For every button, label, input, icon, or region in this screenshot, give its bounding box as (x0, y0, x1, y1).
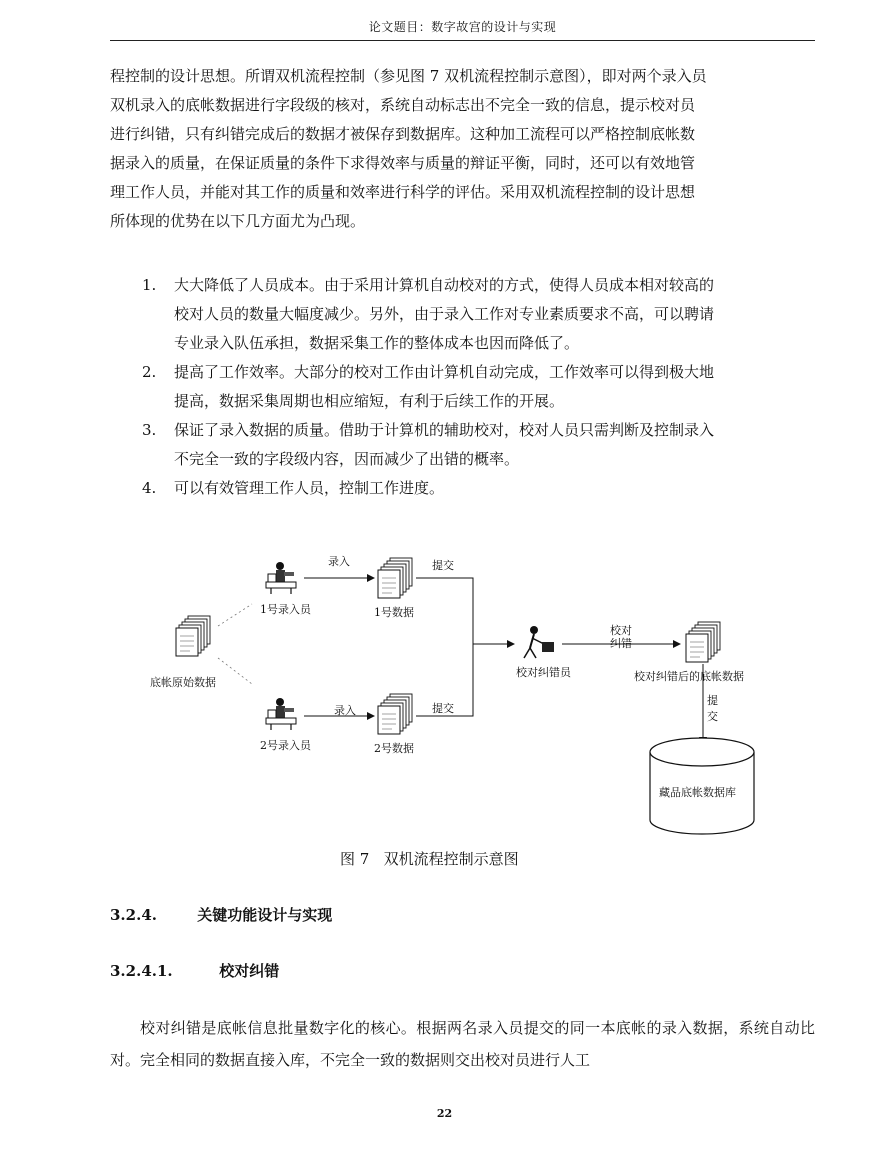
checked-data-label: 校对纠错后的底帐数据 (634, 670, 744, 683)
list-item (142, 416, 815, 474)
list-number: 4. (142, 479, 157, 497)
submit-label-2: 提交 (432, 702, 454, 715)
text-line: 进行纠错，只有纠错完成后的数据才被保存到数据库。这种加工流程可以严格控制底帐数 (110, 125, 696, 143)
list-item (142, 271, 815, 358)
data-2-docs-icon (378, 694, 412, 734)
figure-caption (340, 848, 640, 869)
check-action-line1: 校对 (610, 624, 632, 637)
checked-docs-icon (686, 622, 720, 662)
checker-icon (524, 626, 554, 658)
figure-title: 双机流程控制示意图 (383, 850, 519, 868)
list-number: 3. (142, 421, 157, 439)
dual-flow-diagram (140, 548, 780, 843)
source-label: 底帐原始数据 (150, 676, 216, 689)
text-line: 提高，数据采集周期也相应缩短，有利于后续工作的开展。 (174, 392, 565, 410)
text-line: 据，系统自动比对。完全相同的数据直接入库，不完全一致的数据则交出校对员进行人工 (110, 1019, 815, 1069)
check-action-line2: 纠错 (610, 637, 632, 650)
fork-line-bottom (218, 658, 252, 684)
checker-label: 校对纠错员 (516, 666, 571, 679)
figure-number: 图 7 (340, 850, 370, 868)
source-docs-icon (176, 616, 210, 656)
data-2-label: 2号数据 (374, 742, 414, 755)
submit-vertical-1: 提 (707, 694, 718, 707)
list-number: 2. (142, 363, 157, 381)
operator-2-icon (266, 698, 296, 730)
section-heading (110, 904, 332, 925)
subsection-title: 校对纠错 (219, 962, 280, 980)
section-title: 关键功能设计与实现 (197, 906, 333, 924)
list-item (142, 474, 815, 503)
entry-label-1: 录入 (328, 555, 350, 568)
list-number: 1. (142, 276, 157, 294)
fork-line-top (218, 604, 252, 626)
text-line: 提高了工作效率。大部分的校对工作由计算机自动完成，工作效率可以得到极大地 (174, 363, 715, 381)
list-item (142, 358, 815, 416)
entry-label-2: 录入 (334, 704, 356, 717)
intro-paragraph (110, 62, 815, 236)
data-1-label: 1号数据 (374, 606, 414, 619)
submit-line-1 (416, 578, 473, 636)
operator-1-label: 1号录入员 (260, 603, 311, 616)
text-line: 程控制的设计思想。所谓双机流程控制（参见图 7 双机流程控制示意图），即对两个录入员 (110, 67, 707, 85)
running-header: 论文题目：数字故宫的设计与实现 (368, 20, 557, 34)
text-line: 据录入的质量，在保证质量的条件下求得效率与质量的辩证平衡，同时，还可以有效地管 (110, 154, 696, 172)
text-line: 校对纠错是底帐信息批量数字化的核心。根据两名录入员提交的同一本底帐的录入数 (140, 1019, 708, 1037)
section-number: 3.2.4. (110, 906, 157, 924)
header-rule (110, 40, 815, 41)
data-1-docs-icon (378, 558, 412, 598)
operator-1-icon (266, 562, 296, 594)
text-line: 大大降低了人员成本。由于采用计算机自动校对的方式，使得人员成本相对较高的 (174, 276, 715, 294)
subsection-heading (110, 960, 279, 981)
text-line: 可以有效管理工作人员，控制工作进度。 (174, 479, 445, 497)
text-line: 校对人员的数量大幅度减少。另外，由于录入工作对专业素质要求不高，可以聘请 (174, 305, 715, 323)
operator-2-label: 2号录入员 (260, 739, 311, 752)
body-paragraph (110, 1012, 815, 1076)
submit-label-1: 提交 (432, 559, 454, 572)
text-line: 保证了录入数据的质量。借助于计算机的辅助校对，校对人员只需判断及控制录入 (174, 421, 715, 439)
text-line: 双机录入的底帐数据进行字段级的核对，系统自动标志出不完全一致的信息，提示校对员 (110, 96, 696, 114)
text-line: 不完全一致的字段级内容，因而减少了出错的概率。 (174, 450, 520, 468)
subsection-number: 3.2.4.1. (110, 962, 173, 980)
page-number: 22 (436, 1107, 453, 1120)
submit-vertical-2: 交 (707, 710, 718, 723)
text-line: 所体现的优势在以下几方面尤为凸现。 (110, 212, 366, 230)
database-label: 藏品底帐数据库 (659, 786, 736, 799)
text-line: 专业录入队伍承担，数据采集工作的整体成本也因而降低了。 (174, 334, 580, 352)
advantages-list (142, 271, 815, 503)
text-line: 理工作人员，并能对其工作的质量和效率进行科学的评估。采用双机流程控制的设计思想 (110, 183, 696, 201)
